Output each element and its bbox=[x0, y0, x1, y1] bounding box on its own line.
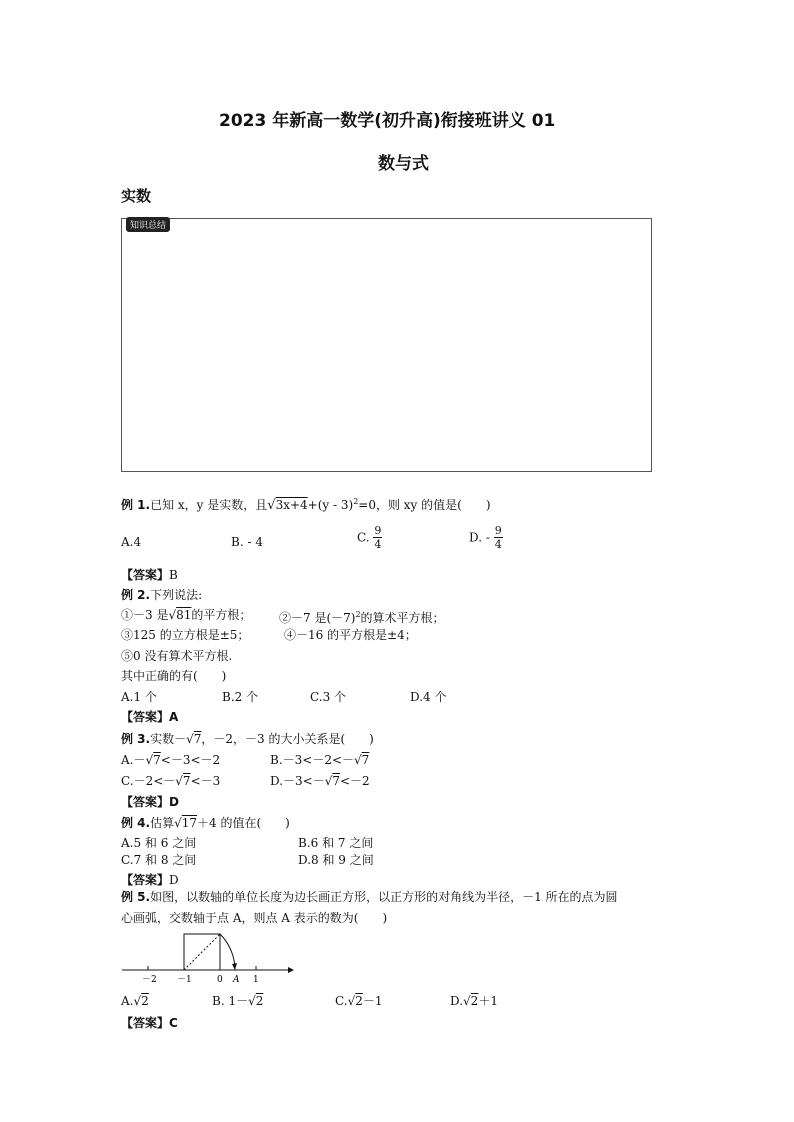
fraction bbox=[373, 524, 382, 551]
sqrt-icon: √ bbox=[463, 994, 471, 1008]
radicand: 2 bbox=[255, 994, 264, 1008]
option-c bbox=[121, 773, 220, 789]
answer-label: 【答案】 bbox=[121, 1016, 170, 1030]
example-label: 例 2. bbox=[121, 588, 151, 602]
example-text: ＋4 的值在( ) bbox=[197, 816, 290, 830]
radicand: 81 bbox=[176, 608, 192, 622]
number-line-figure bbox=[118, 930, 298, 986]
sqrt-icon: √ bbox=[267, 498, 276, 513]
radicand: 2 bbox=[141, 994, 149, 1008]
example-1-question bbox=[121, 494, 491, 514]
knowledge-summary-tag: 知识总结 bbox=[126, 217, 170, 232]
example-label: 例 1. bbox=[121, 498, 151, 512]
label-point-a: A bbox=[233, 975, 240, 985]
answer-label: 【答案】 bbox=[121, 795, 170, 809]
example-label: 例 4. bbox=[121, 816, 151, 830]
example-text: ，－2，－3 的大小关系是( ) bbox=[201, 732, 374, 746]
option-d bbox=[469, 524, 503, 551]
example-3-question bbox=[121, 731, 374, 747]
answer-value: B bbox=[169, 568, 178, 582]
option-b: B. - 4 bbox=[231, 535, 263, 549]
example-text: =0，则 xy 的值是( ) bbox=[358, 498, 491, 512]
numerator: 9 bbox=[494, 524, 502, 537]
option-b: B.2 个 bbox=[222, 690, 259, 704]
axis-arrow-icon bbox=[288, 967, 294, 973]
option-prefix: C. bbox=[357, 530, 370, 545]
sqrt-icon: √ bbox=[324, 774, 333, 788]
option-text: <－3 bbox=[190, 774, 221, 788]
radicand: 7 bbox=[193, 732, 202, 746]
answer-value: A bbox=[169, 710, 179, 724]
option-c bbox=[335, 993, 383, 1009]
label-zero: 0 bbox=[217, 975, 223, 985]
example-1-answer bbox=[121, 567, 178, 583]
option-text: <－3<－2 bbox=[160, 753, 221, 767]
radicand: 17 bbox=[181, 816, 198, 830]
statement-text: ②－7 是(－7) bbox=[279, 611, 356, 625]
option-b bbox=[212, 993, 263, 1009]
sqrt-icon: √ bbox=[168, 608, 177, 622]
option-c: C.7 和 8 之间 bbox=[121, 853, 197, 867]
example-text: 实数－ bbox=[150, 732, 187, 746]
example-text: 如图，以数轴的单位长度为边长画正方形，以正方形的对角线为半径，－1 所在的点为圆 bbox=[150, 890, 618, 904]
statement-1 bbox=[121, 607, 251, 623]
sqrt-icon: √ bbox=[174, 816, 182, 830]
example-4-answer bbox=[121, 872, 179, 888]
label-minus-2: －2 bbox=[142, 975, 157, 985]
option-text: D.－3<－ bbox=[270, 774, 325, 788]
option-a: A.5 和 6 之间 bbox=[121, 836, 197, 850]
example-4-question bbox=[121, 815, 290, 831]
option-d: D.4 个 bbox=[410, 690, 447, 704]
example-label: 例 3. bbox=[121, 732, 151, 746]
sqrt-icon: √ bbox=[175, 774, 183, 788]
option-text: C.－2<－ bbox=[121, 774, 176, 788]
option-text: A. bbox=[121, 994, 134, 1008]
square-diagonal bbox=[184, 934, 220, 970]
statement-3: ③125 的立方根是±5； bbox=[121, 628, 250, 642]
superscript: 2 bbox=[353, 497, 359, 506]
sqrt-icon: √ bbox=[354, 753, 362, 767]
section-heading: 实数 bbox=[121, 187, 152, 205]
option-a: A.4 bbox=[121, 535, 142, 549]
example-2-question bbox=[121, 587, 202, 603]
example-5-question-line-1 bbox=[121, 889, 618, 905]
example-3-answer bbox=[121, 794, 179, 810]
example-5-answer bbox=[121, 1015, 178, 1031]
page-title: 2023 年新高一数学(初升高)衔接班讲义 01 bbox=[219, 111, 556, 131]
option-text: B.－3<－2<－ bbox=[270, 753, 355, 767]
arc-arrow-icon bbox=[232, 963, 237, 970]
option-a: A.1 个 bbox=[121, 690, 157, 704]
option-text: B. 1－ bbox=[212, 994, 249, 1008]
statement-2 bbox=[279, 607, 445, 626]
answer-label: 【答案】 bbox=[121, 873, 170, 887]
option-prefix: D. - bbox=[469, 530, 490, 545]
answer-value: C bbox=[169, 1016, 178, 1030]
statement-4: ④－16 的平方根是±4； bbox=[284, 628, 417, 642]
label-one: 1 bbox=[253, 975, 259, 985]
option-text: A.－ bbox=[121, 753, 146, 767]
example-text: 下列说法: bbox=[150, 588, 203, 602]
option-d: D.8 和 9 之间 bbox=[298, 853, 374, 867]
option-a bbox=[121, 752, 220, 768]
radicand: 2 bbox=[355, 994, 363, 1008]
example-text: 已知 x，y 是实数，且 bbox=[150, 498, 268, 512]
radicand: 2 bbox=[470, 994, 479, 1008]
sqrt-icon: √ bbox=[145, 753, 154, 767]
answer-value: D bbox=[169, 795, 179, 809]
denominator: 4 bbox=[374, 538, 382, 551]
sqrt-icon: √ bbox=[133, 994, 142, 1008]
example-5-question-line-2: 心画弧，交数轴于点 A，则点 A 表示的数为( ) bbox=[121, 911, 388, 925]
denominator: 4 bbox=[494, 538, 502, 551]
option-text: <－2 bbox=[340, 774, 370, 788]
fraction bbox=[494, 524, 503, 551]
answer-label: 【答案】 bbox=[121, 710, 170, 724]
radicand: 7 bbox=[182, 774, 191, 788]
example-2-prompt: 其中正确的有( ) bbox=[121, 669, 227, 683]
numerator: 9 bbox=[374, 524, 382, 537]
answer-label: 【答案】 bbox=[121, 568, 170, 582]
radicand: 7 bbox=[153, 753, 161, 767]
example-2-answer bbox=[121, 709, 178, 725]
sqrt-icon: √ bbox=[186, 732, 194, 746]
statement-text: 的算术平方根； bbox=[360, 611, 445, 625]
label-minus-1: －1 bbox=[177, 975, 192, 985]
knowledge-summary-box bbox=[121, 218, 652, 472]
superscript: 2 bbox=[355, 610, 361, 619]
statement-text: ①－3 是 bbox=[121, 608, 169, 622]
option-text: ＋1 bbox=[478, 994, 498, 1008]
example-label: 例 5. bbox=[121, 890, 151, 904]
option-c: C.3 个 bbox=[310, 690, 347, 704]
radicand: 7 bbox=[332, 774, 340, 788]
option-text: －1 bbox=[362, 994, 383, 1008]
answer-value: D bbox=[169, 873, 179, 887]
example-text: 估算 bbox=[150, 816, 175, 830]
radicand: 3x+4 bbox=[275, 498, 308, 512]
page-subtitle: 数与式 bbox=[378, 154, 429, 174]
sqrt-icon: √ bbox=[347, 994, 356, 1008]
option-b: B.6 和 7 之间 bbox=[298, 836, 374, 850]
option-b bbox=[270, 752, 369, 768]
option-a bbox=[121, 993, 149, 1009]
statement-5: ⑤0 没有算术平方根. bbox=[121, 649, 233, 663]
option-text: D. bbox=[450, 994, 464, 1008]
example-text: +(y - 3) bbox=[307, 498, 354, 512]
option-d bbox=[270, 773, 370, 789]
radicand: 7 bbox=[361, 753, 370, 767]
sqrt-icon: √ bbox=[248, 994, 256, 1008]
option-text: C. bbox=[335, 994, 348, 1008]
statement-text: 的平方根； bbox=[191, 608, 252, 622]
option-c bbox=[357, 524, 382, 551]
option-d bbox=[450, 993, 498, 1009]
